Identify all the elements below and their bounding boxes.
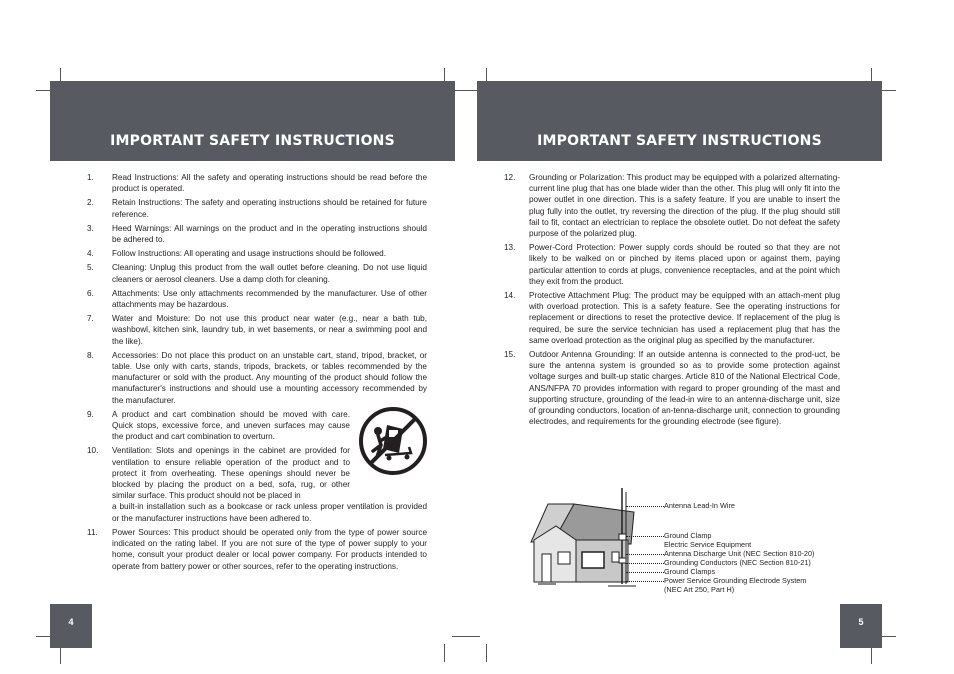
item-text: Retain Instructions: The safety and operating instructions should be retained for future reference. bbox=[112, 198, 427, 219]
list-item bbox=[87, 172, 427, 194]
item-text: A product and cart combination should be moved with care. Quick stops, excessive force, and uneven surfaces may cause the product and cart combination to overturn. bbox=[112, 409, 350, 442]
list-item bbox=[87, 197, 427, 219]
item-number: 9. bbox=[87, 409, 94, 419]
list-item bbox=[504, 349, 840, 427]
list-item bbox=[87, 350, 427, 406]
item-text-continued: a built-in installation such as a bookcase or rack unless proper ventilation is provided or the manufacturer instructions have been adhered to. bbox=[112, 502, 427, 523]
item-text: Heed Warnings: All warnings on the product and in the operating instructions should be adhered to. bbox=[112, 223, 427, 245]
item-number: 1. bbox=[87, 173, 94, 182]
item-number: 3. bbox=[87, 223, 94, 233]
item-number: 2. bbox=[87, 198, 94, 208]
item-number: 5. bbox=[87, 263, 94, 273]
header-banner bbox=[477, 81, 882, 161]
item-text: Cleaning: Unplug this product from the wall outlet before cleaning. Do not use liquid cleaners or aerosol cleaners. Use a damp cloth for cleaning. bbox=[112, 263, 427, 284]
page-title: IMPORTANT SAFETY INSTRUCTIONS bbox=[537, 133, 822, 149]
header-banner bbox=[50, 81, 455, 161]
list-item bbox=[87, 248, 427, 259]
instruction-list bbox=[87, 172, 427, 575]
item-text: Read Instructions: All the safety and operating instructions should be read before the product is operated. bbox=[112, 173, 427, 194]
label-electrode-system: Power Service Grounding Electrode System bbox=[664, 576, 807, 585]
item-text: Power Sources: This product should be operated only from the type of power source indicated on the rating label. If you are not sure of the type of power supply to your home, consult your product dealer or local power company. For products intended to operate from battery power or other sources, refer to the operating instructions. bbox=[112, 527, 427, 571]
label-nec-art: (NEC Art 250, Part H) bbox=[664, 585, 735, 594]
item-number: 11. bbox=[87, 527, 98, 537]
label-ground-clamp: Ground Clamp bbox=[664, 531, 712, 540]
item-text: Follow Instructions: All operating and usage instructions should be followed. bbox=[112, 249, 386, 259]
label-ground-clamps: Ground Clamps bbox=[664, 567, 716, 576]
antenna-grounding-figure bbox=[526, 482, 846, 607]
page-number: 4 bbox=[68, 617, 74, 627]
item-text: Outdoor Antenna Grounding: If an outside antenna is connected to the prod-uct, be sure the antenna system is grounded so as to provide some protection against voltage surges and built-up static charges. Article 810 of the National Electrical Code, ANS/NFPA 70 provides information with regard to proper grounding of the mast and supporting structure, grounding of the lead-in wire to an antenna-discharge unit, size of grounding conductors, location of an-tenna-discharge unit, connection to grounding electrodes, and requirements for the grounding electrode (see figure). bbox=[529, 350, 840, 427]
item-number: 6. bbox=[87, 288, 94, 298]
list-item bbox=[87, 262, 427, 284]
item-number: 13. bbox=[504, 243, 516, 253]
page-title: IMPORTANT SAFETY INSTRUCTIONS bbox=[110, 133, 395, 149]
right-page bbox=[477, 0, 954, 674]
item-text: Ventilation: Slots and openings in the cabinet are provided for ventilation to ensure reliable operation of the product and to protect it from overheating. These openings should never be blocked by placing the product on a bed, sofa, rug, or other similar surface. This product should not be placed in bbox=[112, 446, 350, 501]
item-number: 7. bbox=[87, 314, 94, 324]
page-number: 5 bbox=[858, 617, 864, 627]
item-number: 12. bbox=[504, 173, 516, 182]
label-grounding-conductors: Grounding Conductors (NEC Section 810-21) bbox=[664, 558, 811, 567]
page-number-box bbox=[50, 604, 92, 648]
cart-tip-over-warning-icon bbox=[359, 407, 427, 475]
list-item bbox=[87, 527, 427, 572]
list-item bbox=[87, 223, 427, 245]
item-text: Grounding or Polarization: This product may be equipped with a polarized alternating-current line plug that has one blade wider than the other. This plug will only fit into the power outlet in one direction. This is a safety feature. If you are unable to insert the plug fully into the outlet, try reversing the direction of the plug. If the plug should still fail to fit, contact an electrician to replace the obsolete outlet. Do not defeat the safety purpose of the polarized plug. bbox=[529, 173, 840, 239]
list-item bbox=[504, 290, 840, 346]
page-number-box bbox=[840, 604, 882, 648]
item-number: 14. bbox=[504, 291, 516, 301]
item-number: 8. bbox=[87, 350, 94, 360]
item-text: Power-Cord Protection: Power supply cords should be routed so that they are not likely to be walked on or pinched by items placed upon or against them, paying particular attention to cords at plugs, convenience receptacles, and at the point which they exit from the product. bbox=[529, 243, 840, 286]
list-item bbox=[87, 313, 427, 347]
item-number: 15. bbox=[504, 350, 516, 360]
label-discharge-unit: Antenna Discharge Unit (NEC Section 810-20) bbox=[664, 549, 815, 558]
item-text: Attachments: Use only attachments recommended by the manufacturer. Use of other attachments may be hazardous. bbox=[112, 288, 427, 310]
instruction-list bbox=[504, 172, 840, 430]
house-grounding-diagram-icon bbox=[526, 482, 662, 594]
label-electric-service: Electric Service Equipment bbox=[664, 540, 752, 549]
label-antenna-lead-in: Antenna Lead-In Wire bbox=[664, 501, 735, 510]
item-text: Water and Moisture: Do not use this product near water (e.g., near a bath tub, washbowl, kitchen sink, laundry tub, in wet basements, or near a swimming pool and the like). bbox=[112, 314, 427, 346]
list-item bbox=[87, 288, 427, 310]
list-item bbox=[504, 242, 840, 287]
list-item bbox=[504, 172, 840, 239]
item-text: Protective Attachment Plug: The product may be equipped with an attach-ment plug with overload protection. This is a safety feature. See the operating instructions for replacement or directions to reset the protective device. If replacement of the plug is required, be sure the service technician has used a replacement plug that has the same overload protection as the original plug as specified by the manufacturer. bbox=[529, 291, 840, 345]
item-number: 4. bbox=[87, 249, 94, 259]
item-number: 10. bbox=[87, 446, 99, 456]
item-text: Accessories: Do not place this product on an unstable cart, stand, tripod, bracket, or table. Use only with carts, stands, tripods, brackets, or tables recommended by the manufacturer or sold with the product. Any mounting of the product should follow the manufacturer's instructions and should use a mounting accessory recommended by the manufacturer. bbox=[112, 350, 427, 405]
